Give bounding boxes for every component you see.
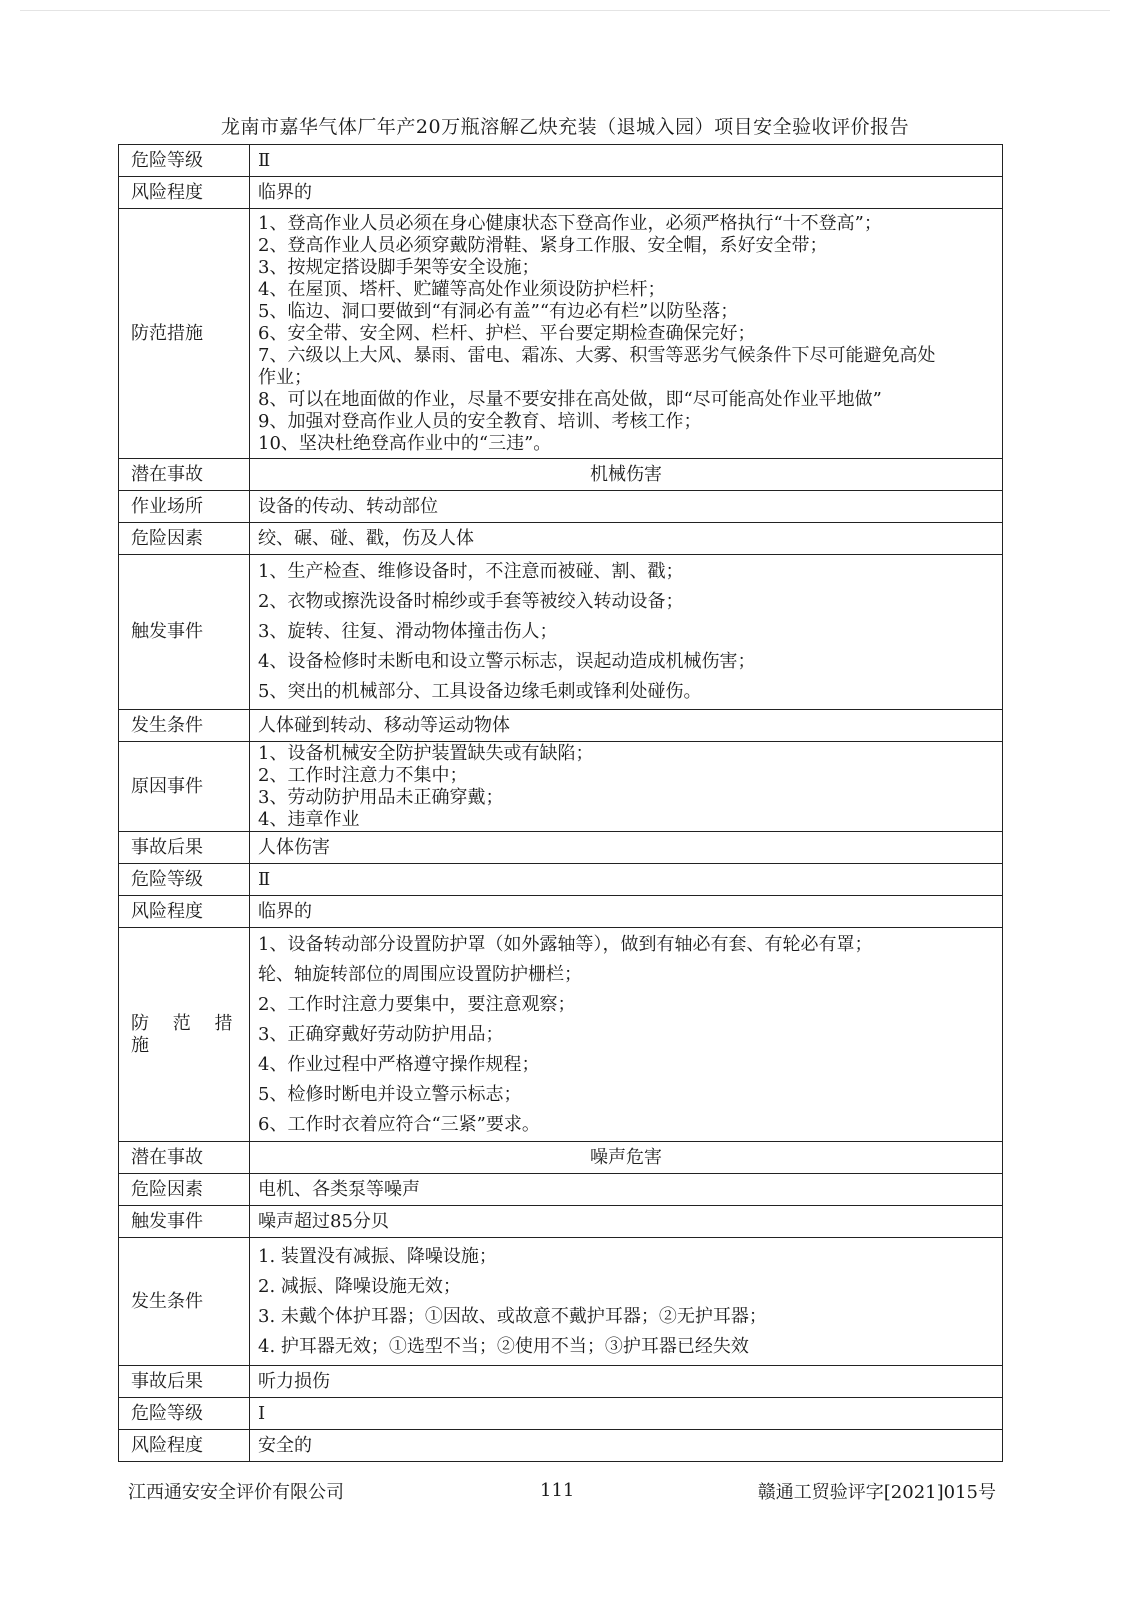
list-item: 6、安全带、安全网、栏杆、护栏、平台要定期检查确保完好； (258, 322, 756, 344)
table-row (119, 1142, 1003, 1174)
row-label: 风险程度 (119, 896, 250, 928)
list-item: 4. 护耳器无效；①选型不当；②使用不当；③护耳器已经失效 (258, 1335, 749, 1357)
list-item: 10、坚决杜绝登高作业中的“三违”。 (258, 432, 552, 454)
table-row (119, 864, 1003, 896)
hazard-analysis-table (118, 144, 1003, 1462)
section-title: 机械伤害 (250, 459, 1003, 491)
list-item: 2、登高作业人员必须穿戴防滑鞋、紧身工作服、安全帽，系好安全带； (258, 234, 828, 256)
row-value: 临界的 (250, 177, 1003, 209)
row-value-list (250, 1238, 1003, 1366)
table-row (119, 209, 1003, 459)
list-item: 3、按规定搭设脚手架等安全设施； (258, 256, 540, 278)
row-value: 人体碰到转动、移动等运动物体 (250, 710, 1003, 742)
list-item: 5、临边、洞口要做到“有洞必有盖”“有边必有栏”以防坠落； (258, 300, 739, 322)
footer-document-code: 赣通工贸验评字[2021]015号 (757, 1482, 996, 1503)
row-label: 原因事件 (119, 742, 250, 832)
list-item: 1、登高作业人员必须在身心健康状态下登高作业，必须严格执行“十不登高”； (258, 212, 882, 234)
row-label: 危险等级 (119, 145, 250, 177)
table-row (119, 742, 1003, 832)
row-value-list (250, 209, 1003, 459)
report-header-title: 龙南市嘉华气体厂年产20万瓶溶解乙炔充装（退城入园）项目安全验收评价报告 (220, 116, 910, 138)
list-item: 1、设备机械安全防护装置缺失或有缺陷； (258, 742, 594, 764)
list-item: 5、检修时断电并设立警示标志； (258, 1083, 522, 1105)
row-value: 安全的 (250, 1430, 1003, 1462)
table-row (119, 928, 1003, 1142)
list-item: 1. 装置没有减振、降噪设施； (258, 1245, 497, 1267)
table-row (119, 1398, 1003, 1430)
row-label: 触发事件 (119, 555, 250, 710)
row-value: 设备的传动、转动部位 (250, 491, 1003, 523)
table-row (119, 177, 1003, 209)
list-item: 作业； (258, 366, 312, 388)
list-item: 4、在屋顶、塔杆、贮罐等高处作业须设防护栏杆； (258, 278, 666, 300)
row-label: 触发事件 (119, 1206, 250, 1238)
row-value: 人体伤害 (250, 832, 1003, 864)
list-item: 2、衣物或擦洗设备时棉纱或手套等被绞入转动设备； (258, 591, 684, 612)
row-value: 绞、碾、碰、戳，伤及人体 (250, 523, 1003, 555)
list-item: 2. 减振、降噪设施无效； (258, 1275, 461, 1297)
list-item: 5、突出的机械部分、工具设备边缘毛刺或锋利处碰伤。 (258, 681, 702, 702)
list-item: 2、工作时注意力要集中，要注意观察； (258, 993, 576, 1015)
row-label: 危险因素 (119, 1174, 250, 1206)
list-item: 3. 未戴个体护耳器；①因故、或故意不戴护耳器；②无护耳器； (258, 1305, 767, 1327)
table-row (119, 523, 1003, 555)
table-row (119, 832, 1003, 864)
row-value-list (250, 742, 1003, 832)
list-item: 4、作业过程中严格遵守操作规程； (258, 1053, 540, 1075)
row-label: 发生条件 (119, 1238, 250, 1366)
row-label: 潜在事故 (119, 1142, 250, 1174)
list-item: 3、劳动防护用品未正确穿戴； (258, 786, 504, 808)
table-row (119, 1430, 1003, 1462)
row-value: Ⅰ (250, 1398, 1003, 1430)
list-item: 7、六级以上大风、暴雨、雷电、霜冻、大雾、积雪等恶劣气候条件下尽可能避免高处 (258, 344, 936, 366)
list-item: 轮、轴旋转部位的周围应设置防护栅栏； (258, 963, 582, 985)
row-label: 发生条件 (119, 710, 250, 742)
row-label: 风险程度 (119, 177, 250, 209)
row-label: 危险等级 (119, 864, 250, 896)
row-label: 危险因素 (119, 523, 250, 555)
row-label: 事故后果 (119, 1366, 250, 1398)
table-row (119, 710, 1003, 742)
section-title: 噪声危害 (250, 1142, 1003, 1174)
row-value: Ⅱ (250, 145, 1003, 177)
list-item: 4、设备检修时未断电和设立警示标志，误起动造成机械伤害； (258, 651, 756, 672)
list-item: 8、可以在地面做的作业，尽量不要安排在高处做，即“尽可能高处作业平地做” (258, 388, 882, 410)
row-value: 噪声超过85分贝 (250, 1206, 1003, 1238)
row-value: 电机、各类泵等噪声 (250, 1174, 1003, 1206)
list-item: 6、工作时衣着应符合“三紧”要求。 (258, 1113, 540, 1135)
table-row (119, 555, 1003, 710)
table-row (119, 1174, 1003, 1206)
row-label: 作业场所 (119, 491, 250, 523)
page-number: 111 (540, 1480, 575, 1501)
list-item: 3、正确穿戴好劳动防护用品； (258, 1023, 504, 1045)
row-label: 事故后果 (119, 832, 250, 864)
row-value: 临界的 (250, 896, 1003, 928)
footer-company: 江西通安安全评价有限公司 (128, 1482, 344, 1503)
table-row (119, 459, 1003, 491)
table-row (119, 491, 1003, 523)
row-label: 潜在事故 (119, 459, 250, 491)
list-item: 2、工作时注意力不集中； (258, 764, 468, 786)
table-row (119, 1238, 1003, 1366)
table-row (119, 145, 1003, 177)
list-item: 1、设备转动部分设置防护罩（如外露轴等），做到有轴必有套、有轮必有罩； (258, 933, 873, 955)
row-value-list (250, 555, 1003, 710)
table-row (119, 896, 1003, 928)
table-row (119, 1366, 1003, 1398)
row-label: 防范措施 (119, 209, 250, 459)
row-label: 风险程度 (119, 1430, 250, 1462)
row-value: 听力损伤 (250, 1366, 1003, 1398)
list-item: 1、生产检查、维修设备时，不注意而被碰、割、戳； (258, 561, 684, 582)
list-item: 4、违章作业 (258, 808, 360, 830)
row-value-list (250, 928, 1003, 1142)
table-row (119, 1206, 1003, 1238)
list-item: 3、旋转、往复、滑动物体撞击伤人； (258, 621, 558, 642)
scan-top-rule (20, 10, 1110, 11)
list-item: 9、加强对登高作业人员的安全教育、培训、考核工作； (258, 410, 702, 432)
row-label: 危险等级 (119, 1398, 250, 1430)
row-label: 防 范 措 施 (119, 928, 250, 1142)
row-value: Ⅱ (250, 864, 1003, 896)
